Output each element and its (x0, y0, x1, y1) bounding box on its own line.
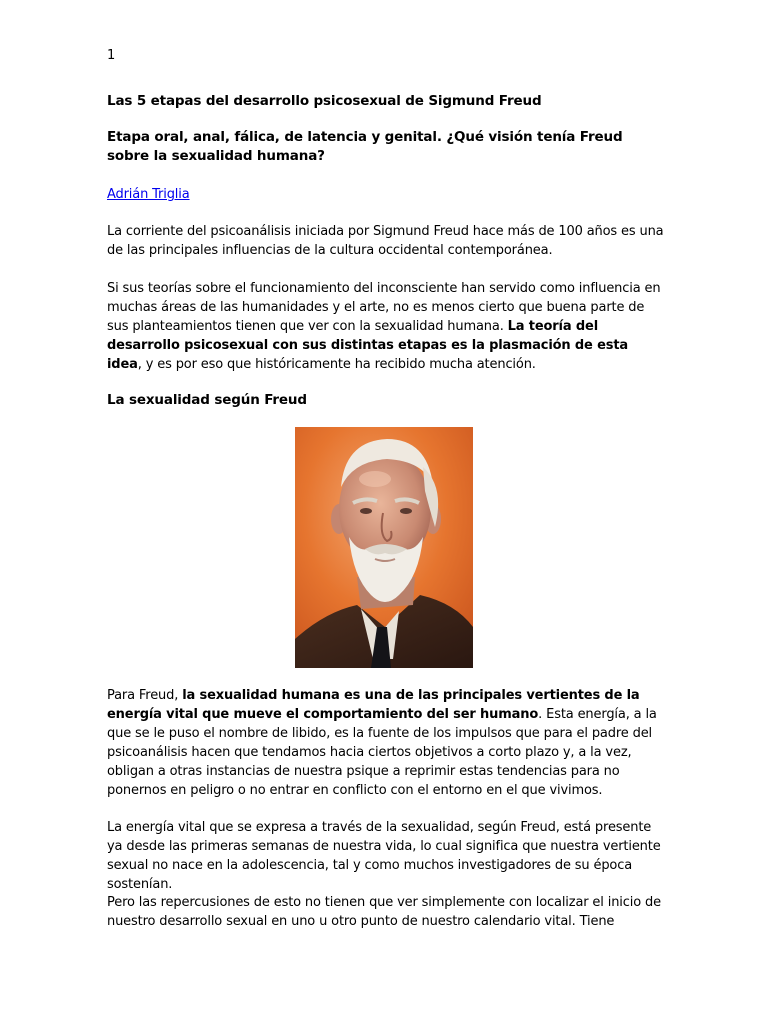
section-heading: La sexualidad según Freud (107, 392, 307, 408)
portrait-painting (295, 427, 473, 668)
freud-portrait-image (295, 427, 473, 668)
paragraph-bold-text: La teoría del desarrollo psicosexual con sus distintas etapas es la plasmación de esta idea (107, 319, 629, 372)
paragraph-libido (107, 686, 667, 800)
paragraph-repercussions: Pero las repercusiones de esto no tienen que ver simplemente con localizar el inicio de nuestro desarrollo sexual en uno u otro punto de nuestro calendario vital. Tiene (107, 895, 661, 929)
paragraph-text: , y es por eso que históricamente ha recibido mucha atención. (137, 357, 536, 372)
paragraph-intro: La corriente del psicoanálisis iniciada por Sigmund Freud hace más de 100 años es una de las principales influencias de la cultura occidental contemporánea. (107, 224, 664, 258)
paragraph-text: Para Freud, (107, 688, 183, 703)
page-number: 1 (107, 48, 116, 63)
paragraph-theory (107, 279, 667, 374)
article-subtitle: Etapa oral, anal, fálica, de latencia y genital. ¿Qué visión tenía Freud sobre la sexualidad humana? (107, 129, 623, 164)
paragraph-text: . Esta energía, a la que se le puso el nombre de libido, es la fuente de los impulsos que para el padre del psicoanálisis hacen que tendamos hacia ciertos objetivos a corto plazo y, a la vez, obligan a otras instancias de nuestra psique a reprimir estas tendencias para no ponernos en peligro o no entrar en conflicto con el entorno en el que vivimos. (107, 707, 657, 798)
paragraph-bold-text: la sexualidad humana es una de las principales vertientes de la energía vital que mueve el comportamiento del ser humano (107, 688, 640, 722)
article-title: Las 5 etapas del desarrollo psicosexual de Sigmund Freud (107, 93, 542, 109)
paragraph-vital-energy: La energía vital que se expresa a través de la sexualidad, según Freud, está presente ya desde las primeras semanas de nuestra vida, lo cual significa que nuestra vertiente sexual no nace en la adolescencia, tal y como muchos investigadores de su época sostenían. (107, 820, 661, 892)
paragraph-text: Si sus teorías sobre el funcionamiento del inconsciente han servido como influencia en muchas áreas de las humanidades y el arte, no es menos cierto que buena parte de sus planteamientos tienen que ver con la sexualidad humana. (107, 281, 661, 334)
author-link[interactable]: Adrián Triglia (107, 187, 190, 202)
